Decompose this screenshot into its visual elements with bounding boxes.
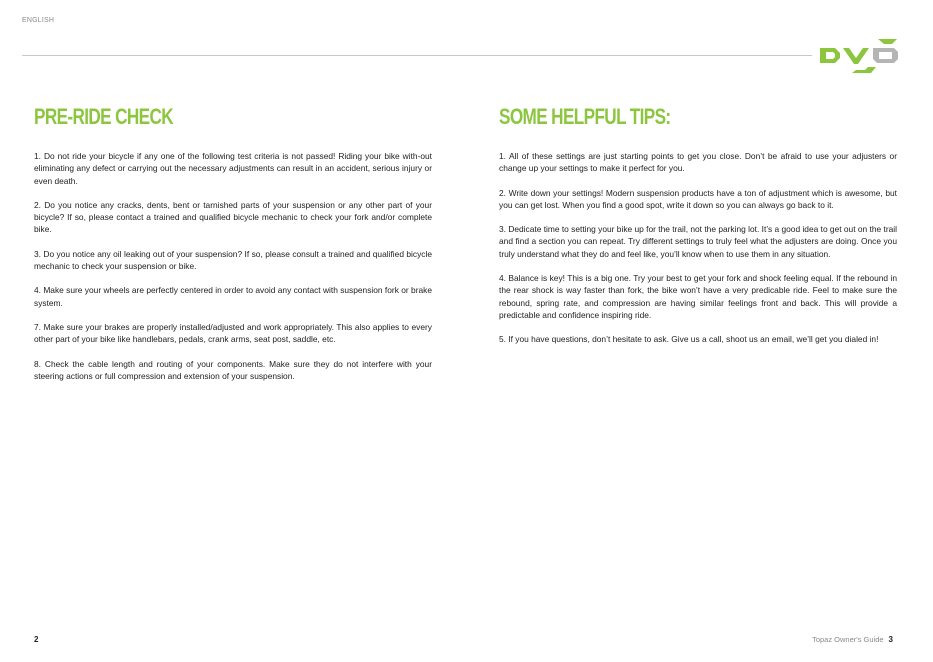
right-page-number: 3 — [888, 635, 893, 644]
tip-paragraph: 5. If you have questions, don’t hesitate to ask. Give us a call, shoot us an email, we’ll get you dialed in! — [499, 334, 879, 345]
helpful-tips-column — [499, 104, 897, 358]
pre-ride-check-heading: PRE-RIDE CHECK — [34, 104, 174, 129]
dvo-logo-icon — [818, 36, 900, 76]
tip-paragraph: 3. Dedicate time to setting your bike up for the trail, not the parking lot. It’s a good idea to get out on the trail and find a section you can repeat. Try different settings to truly feel what the adjusters are doing. Once you truly understand what they do and feel like, you’ll know when to use them in any situation. — [499, 224, 897, 259]
pre-ride-paragraph: 1. Do not ride your bicycle if any one of the following test criteria is not passed! Riding your bike with-out eliminating any defect or carrying out the necessary adjustments can result in an accident, serious injury or even death. — [34, 151, 432, 186]
guide-title: Topaz Owner's Guide — [812, 635, 884, 644]
pre-ride-check-column — [34, 104, 432, 394]
header-divider — [22, 55, 812, 56]
language-label: ENGLISH — [22, 17, 55, 24]
left-page-number: 2 — [34, 635, 39, 644]
tip-paragraph: 2. Write down your settings! Modern suspension products have a ton of adjustment which is awesome, but you can get lost. When you find a good spot, write it down so you can always go back to it. — [499, 187, 897, 210]
pre-ride-paragraph: 4. Make sure your wheels are perfectly centered in order to avoid any contact with suspension fork or brake system. — [34, 285, 432, 308]
tip-paragraph: 4. Balance is key! This is a big one. Try your best to get your fork and shock feeling equal. If the rebound in the rear shock is way faster than fork, the bike won’t have a very predicable ride. Feel to make sure the rebound, spring rate, and compression are having similar feelings front and back. This will provide a predictable and confidence inspiring ride. — [499, 273, 897, 320]
tip-paragraph: 1. All of these settings are just starting points to get you close. Don’t be afraid to use your adjusters or change up your settings to make it perfect for you. — [499, 151, 897, 174]
helpful-tips-heading: SOME HELPFUL TIPS: — [499, 104, 671, 129]
dvo-logo — [818, 36, 900, 76]
footer-right — [812, 635, 893, 644]
pre-ride-paragraph: 2. Do you notice any cracks, dents, bent or tarnished parts of your suspension or any other part of your bicycle? If so, please contact a trained and qualified bicycle mechanic to check your fork and/or complete bike. — [34, 199, 432, 235]
pre-ride-paragraph: 8. Check the cable length and routing of your components. Make sure they do not interfere with your steering actions or full compression and extension of your suspension. — [34, 358, 432, 381]
pre-ride-paragraph: 3. Do you notice any oil leaking out of your suspension? If so, please consult a trained and qualified bicycle mechanic to check your suspension or bike. — [34, 248, 432, 272]
pre-ride-paragraph: 7. Make sure your brakes are properly installed/adjusted and work appropriately. This also applies to every other part of your bike like handlebars, pedals, crank arms, seat post, saddle, etc. — [34, 321, 432, 345]
